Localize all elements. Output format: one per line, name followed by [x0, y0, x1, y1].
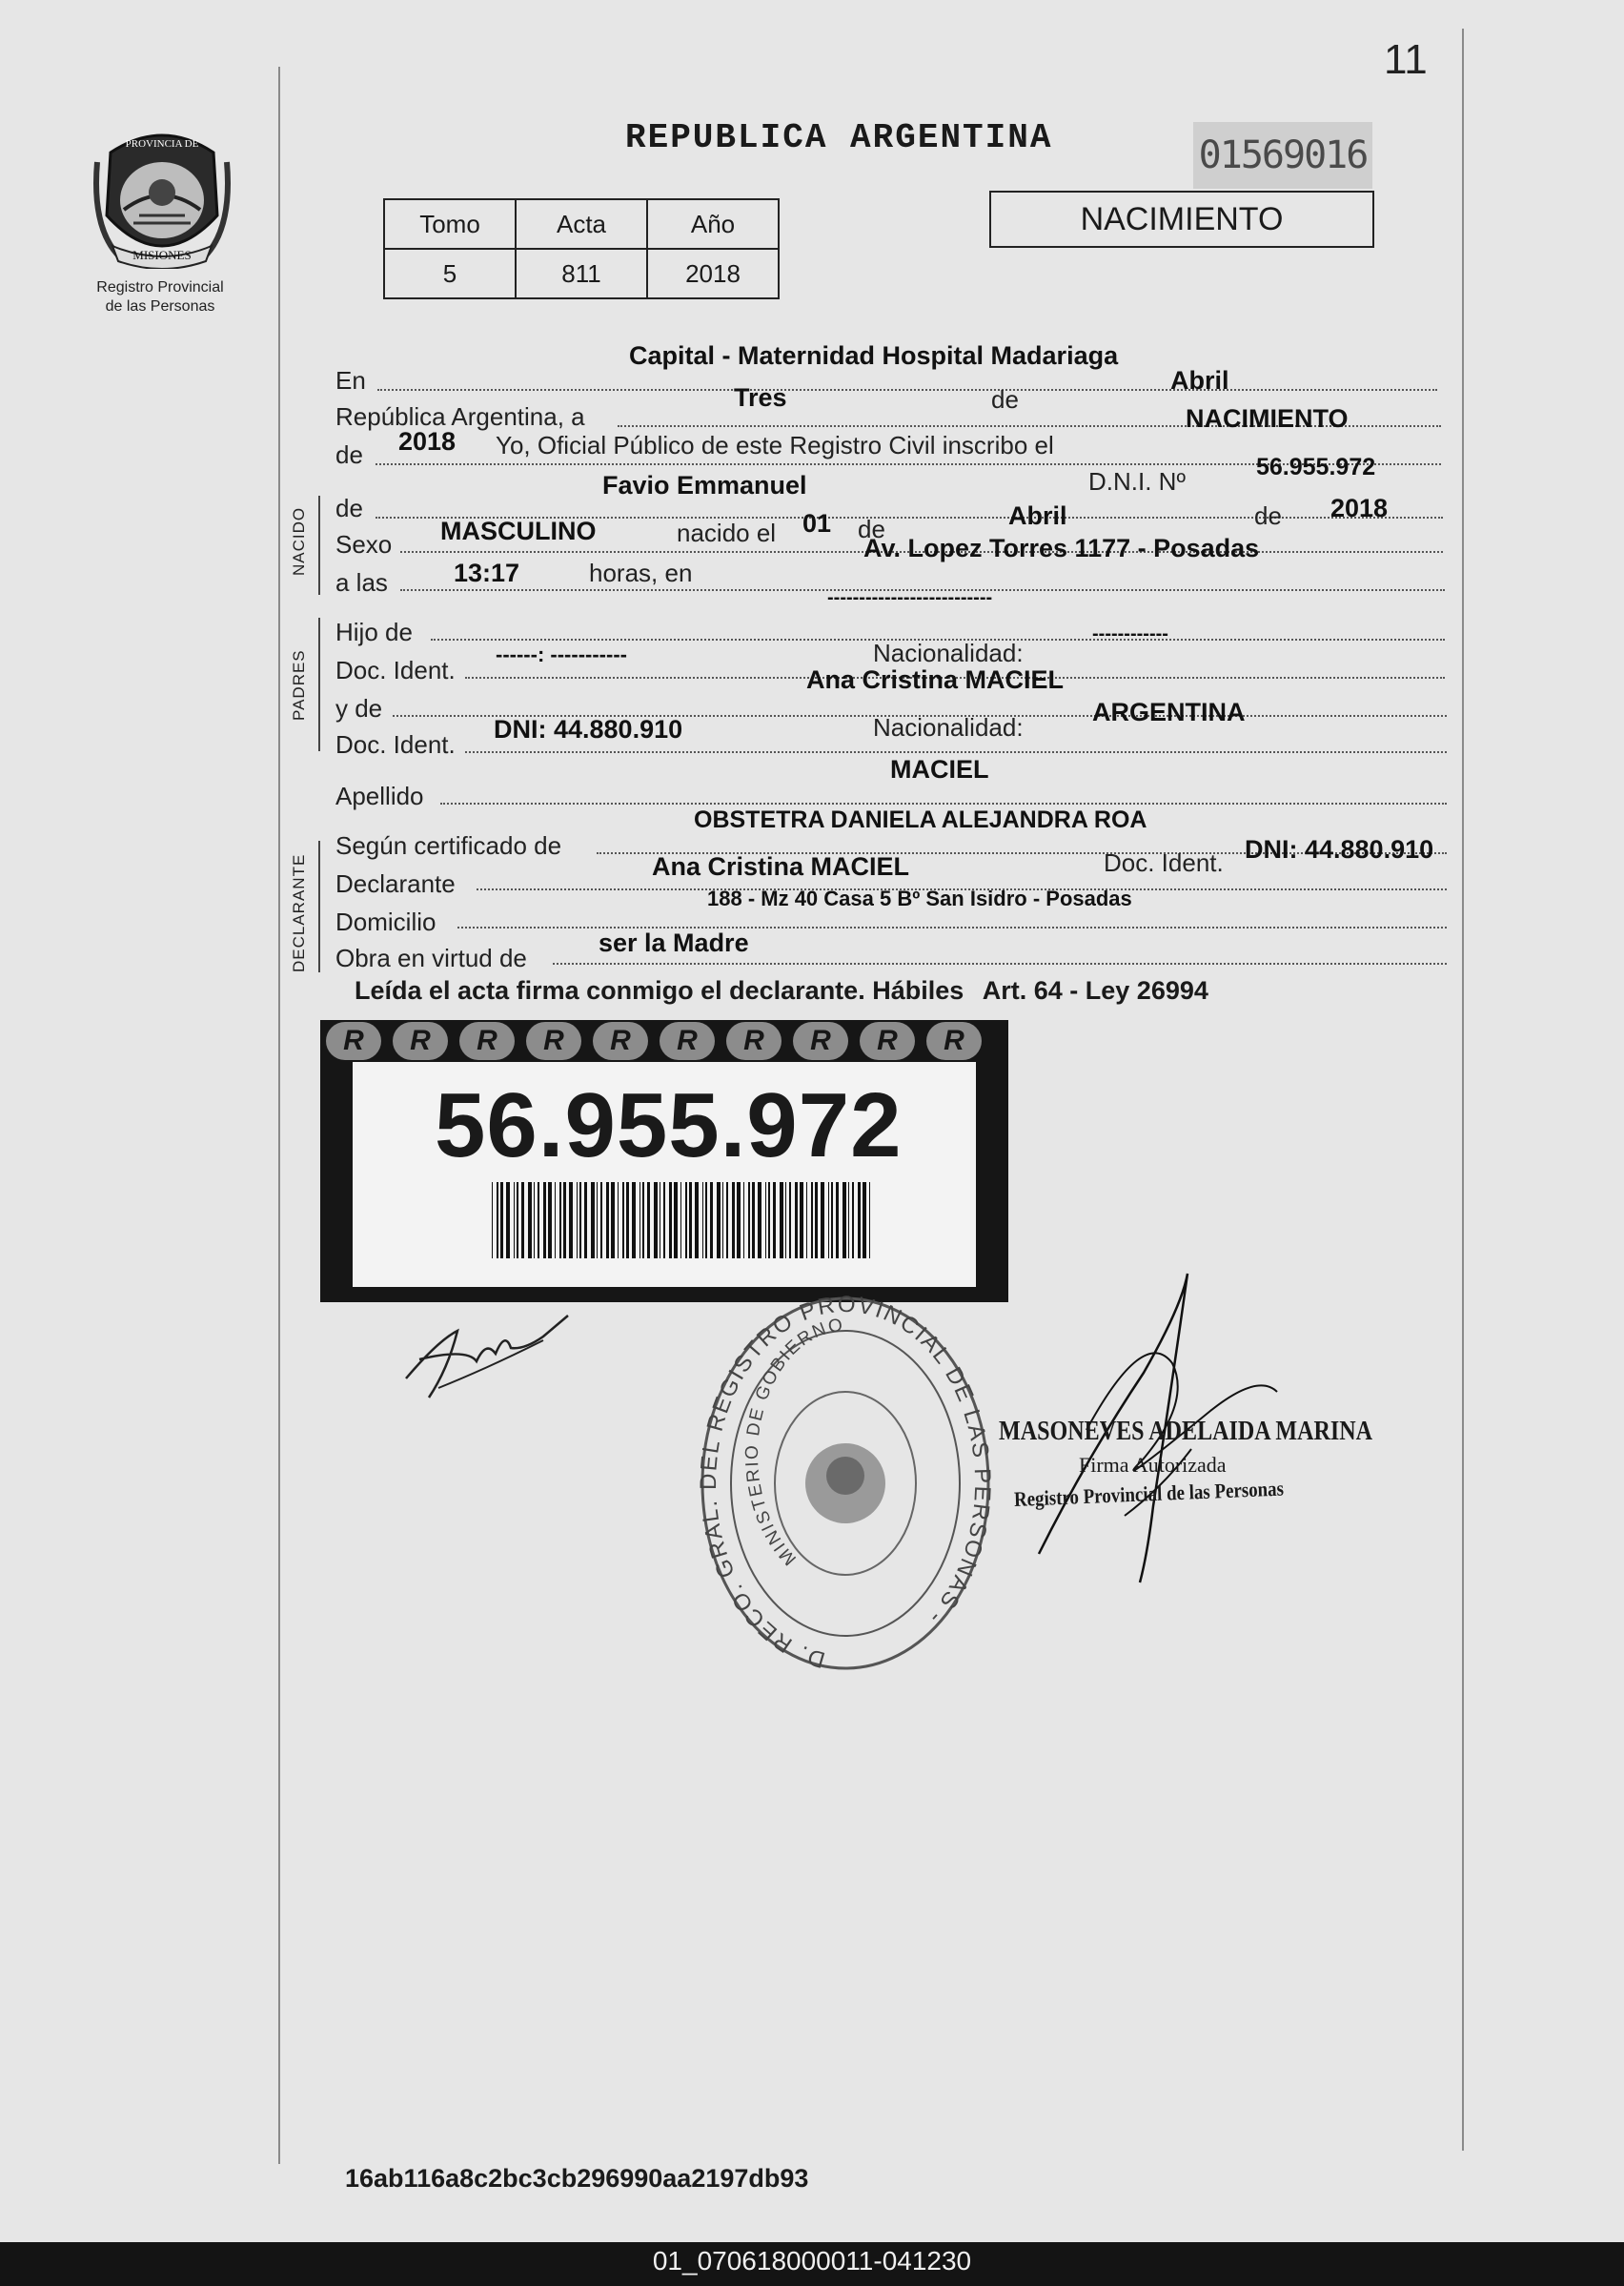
right-margin-line [1462, 29, 1464, 2151]
barcode-bar [647, 1182, 650, 1258]
section-label-nacido: NACIDO [290, 506, 308, 576]
barcode-bar [768, 1182, 770, 1258]
barcode-bar [828, 1182, 829, 1258]
field-dni: 56.955.972 [1256, 454, 1376, 480]
barcode-bar [811, 1182, 813, 1258]
barcode-bar [548, 1182, 552, 1258]
sticker-pattern-letter: R [793, 1022, 848, 1060]
label-segun-certificado: Según certificado de [335, 831, 562, 860]
barcode-bar [584, 1182, 587, 1258]
label-de-nombre: de [335, 494, 363, 522]
label-de-anio-nac: de [1254, 501, 1282, 530]
barcode-bar [748, 1182, 750, 1258]
section-divider-padres [318, 618, 320, 751]
field-lugar-nac: Av. Lopez Torres 1177 - Posadas [863, 534, 1260, 562]
sticker-pattern-letter: R [726, 1022, 782, 1060]
barcode-bar [689, 1182, 692, 1258]
label-doc-ident-declarante: Doc. Ident. [1104, 848, 1224, 877]
field-madre: Ana Cristina MACIEL [806, 665, 1065, 694]
barcode-bar [622, 1182, 624, 1258]
official-title: Firma Autorizada [1079, 1453, 1227, 1477]
official-oval-seal [696, 1293, 995, 1674]
closing-text: Leída el acta firma conmigo el declarante. Hábiles [355, 976, 964, 1005]
field-mes-letras: Abril [1170, 366, 1229, 395]
label-nacionalidad-madre: Nacionalidad: [873, 713, 1024, 742]
barcode-bar [654, 1182, 658, 1258]
barcode-bar [543, 1182, 546, 1258]
barcode-bar [737, 1182, 741, 1258]
barcode-bar [758, 1182, 761, 1258]
label-doc-ident-madre: Doc. Ident. [335, 730, 456, 759]
label-de-mes: de [991, 385, 1019, 414]
registry-value-tomo: 5 [384, 249, 516, 298]
barcode-bar [852, 1182, 854, 1258]
dotted-line [377, 389, 1437, 391]
barcode-bar [780, 1182, 783, 1258]
registry-value-acta: 811 [516, 249, 647, 298]
registry-value-anio: 2018 [647, 249, 779, 298]
barcode-bar [869, 1182, 870, 1258]
field-padre-nac: ------------ [1092, 623, 1168, 644]
dotted-line [440, 803, 1447, 805]
field-madre-doc: DNI: 44.880.910 [494, 715, 683, 744]
label-obra-en-virtud: Obra en virtud de [335, 944, 527, 972]
section-label-padres: PADRES [290, 649, 308, 721]
barcode-bar [642, 1182, 644, 1258]
label-a-las: a las [335, 568, 388, 597]
sticker-pattern-letter: R [526, 1022, 581, 1060]
barcode-bar [600, 1182, 602, 1258]
official-name: MASONEVES ADELAIDA MARINA [999, 1417, 1373, 1446]
sticker-pattern-row [320, 1020, 987, 1062]
barcode-bar [563, 1182, 566, 1258]
closing-statement [355, 976, 1208, 1006]
field-hora: 13:17 [454, 559, 520, 587]
field-nombre: Favio Emmanuel [602, 471, 807, 500]
barcode-bar [685, 1182, 687, 1258]
label-hijo-de: Hijo de [335, 618, 413, 646]
barcode-bar [517, 1182, 518, 1258]
barcode-bar [800, 1182, 803, 1258]
barcode-bar [717, 1182, 721, 1258]
field-padre-doc: ------: ----------- [496, 643, 627, 666]
registry-table [383, 198, 780, 299]
svg-text:D. RECO. GRAL. DEL REGISTRO PR: D. RECO. GRAL. DEL REGISTRO PROVINCIAL DE LAS PERSONAS - [696, 1293, 995, 1673]
barcode-bar [680, 1182, 681, 1258]
document-title: REPUBLICA ARGENTINA [625, 118, 1053, 157]
barcode-bar [785, 1182, 786, 1258]
dotted-line [465, 751, 1447, 753]
svg-text:MISIONES: MISIONES [132, 248, 192, 262]
label-apellido: Apellido [335, 782, 424, 810]
dotted-line [553, 963, 1447, 965]
barcode-bar [722, 1182, 723, 1258]
dni-sticker-number: 56.955.972 [435, 1074, 903, 1176]
field-anio-nac: 2018 [1330, 494, 1389, 522]
label-y-de: y de [335, 694, 383, 723]
barcode-bar [831, 1182, 833, 1258]
barcode-bar [821, 1182, 824, 1258]
field-lugar: Capital - Maternidad Hospital Madariaga [629, 341, 1119, 370]
section-label-declarante: DECLARANTE [290, 853, 308, 972]
footer-file-id: 01_070618000011-041230 [652, 2246, 972, 2276]
barcode-bar [521, 1182, 524, 1258]
barcode-bar [806, 1182, 807, 1258]
sticker-pattern-letter: R [926, 1022, 982, 1060]
field-dia-nac: 01 [802, 509, 832, 538]
sticker-pattern-letter: R [326, 1022, 381, 1060]
serial-number-stamp: 01569016 [1193, 122, 1372, 189]
barcode-bar [669, 1182, 672, 1258]
barcode-bar [732, 1182, 735, 1258]
registry-header-acta: Acta [516, 199, 647, 249]
barcode-bar [569, 1182, 573, 1258]
field-mes-nac: Abril [1008, 501, 1067, 530]
barcode-bar [702, 1182, 703, 1258]
label-domicilio: Domicilio [335, 908, 436, 936]
barcode-bar [639, 1182, 640, 1258]
barcode-bar [765, 1182, 766, 1258]
act-type-box: NACIMIENTO [989, 191, 1374, 248]
barcode-bar [842, 1182, 846, 1258]
sticker-pattern-letter: R [660, 1022, 715, 1060]
field-sexo: MASCULINO [440, 517, 597, 545]
barcode-bar [815, 1182, 818, 1258]
barcode-bar [618, 1182, 619, 1258]
barcode-bar [500, 1182, 503, 1258]
field-domicilio: 188 - Mz 40 Casa 5 Bº San Isidro - Posadas [707, 887, 1132, 910]
field-declarante-doc: DNI: 44.880.910 [1245, 835, 1434, 864]
page-number: 11 [1384, 36, 1428, 83]
provincial-shield-logo [91, 124, 233, 269]
barcode-bar [695, 1182, 699, 1258]
svg-text:MINISTERIO DE GOBIERNO: MINISTERIO DE GOBIERNO [741, 1315, 846, 1569]
label-de-anio: de [335, 440, 363, 469]
barcode-bar [836, 1182, 839, 1258]
dni-barcode [492, 1182, 875, 1258]
field-anio: 2018 [398, 427, 457, 456]
field-certificado: OBSTETRA DANIELA ALEJANDRA ROA [694, 806, 1147, 833]
barcode-bar [591, 1182, 595, 1258]
barcode-bar [863, 1182, 866, 1258]
barcode-bar [492, 1182, 493, 1258]
barcode-bar [606, 1182, 609, 1258]
field-acto: NACIMIENTO [1186, 404, 1349, 433]
sticker-pattern-letter: R [860, 1022, 915, 1060]
registry-header-anio: Año [647, 199, 779, 249]
barcode-bar [632, 1182, 636, 1258]
label-de-mes-nac: de [858, 515, 885, 543]
barcode-bar [597, 1182, 598, 1258]
official-organization: Registro Provincial de las Personas [1013, 1476, 1285, 1511]
sticker-pattern-letter: R [593, 1022, 648, 1060]
barcode-bar [611, 1182, 615, 1258]
closing-article: Art. 64 - Ley 26994 [982, 976, 1208, 1005]
barcode-bar [497, 1182, 498, 1258]
label-dni: D.N.I. Nº [1088, 467, 1186, 496]
section-divider-declarante [318, 841, 320, 972]
barcode-bar [506, 1182, 510, 1258]
barcode-bar [538, 1182, 539, 1258]
logo-caption-line-1: Registro Provincial [96, 279, 224, 296]
barcode-bar [514, 1182, 515, 1258]
barcode-bar [674, 1182, 678, 1258]
label-en: En [335, 366, 366, 395]
logo-caption-line-2: de las Personas [105, 298, 215, 315]
sticker-pattern-letter: R [393, 1022, 448, 1060]
barcode-bar [555, 1182, 556, 1258]
field-madre-nac: ARGENTINA [1092, 698, 1246, 726]
barcode-bar [534, 1182, 535, 1258]
svg-text:PROVINCIA DE: PROVINCIA DE [125, 138, 199, 150]
label-sexo: Sexo [335, 530, 393, 559]
field-dia-letras: Tres [734, 383, 787, 412]
barcode-bar [528, 1182, 532, 1258]
barcode-bar [577, 1182, 578, 1258]
field-apellido: MACIEL [890, 755, 989, 784]
field-declarante: Ana Cristina MACIEL [652, 852, 910, 881]
sticker-pattern-letter: R [459, 1022, 515, 1060]
barcode-bar [773, 1182, 776, 1258]
barcode-bar [795, 1182, 798, 1258]
label-yo-oficial: Yo, Oficial Público de este Registro Civil inscribo el [496, 431, 1054, 459]
label-horas-en: horas, en [589, 559, 693, 587]
label-declarante: Declarante [335, 869, 456, 898]
left-margin-line [278, 67, 280, 2164]
label-nacionalidad-padre: Nacionalidad: [873, 639, 1024, 667]
barcode-bar [579, 1182, 581, 1258]
barcode-bar [858, 1182, 861, 1258]
label-doc-ident-padre: Doc. Ident. [335, 656, 456, 684]
label-nacido-el: nacido el [677, 519, 777, 547]
barcode-bar [626, 1182, 629, 1258]
barcode-bar [726, 1182, 728, 1258]
barcode-bar [705, 1182, 707, 1258]
barcode-bar [663, 1182, 665, 1258]
barcode-bar [710, 1182, 713, 1258]
registry-header-tomo: Tomo [384, 199, 516, 249]
logo-caption [74, 278, 246, 316]
field-obra: ser la Madre [599, 929, 749, 957]
field-padre: -------------------------- [827, 587, 993, 608]
document-hash: 16ab116a8c2bc3cb296990aa2197db93 [345, 2164, 809, 2193]
label-republica: República Argentina, a [335, 402, 585, 431]
barcode-bar [559, 1182, 561, 1258]
handwritten-initial-signature [400, 1302, 581, 1407]
barcode-bar [752, 1182, 755, 1258]
barcode-bar [848, 1182, 849, 1258]
barcode-bar [789, 1182, 791, 1258]
barcode-bar [743, 1182, 744, 1258]
section-divider-nacido [318, 496, 320, 595]
